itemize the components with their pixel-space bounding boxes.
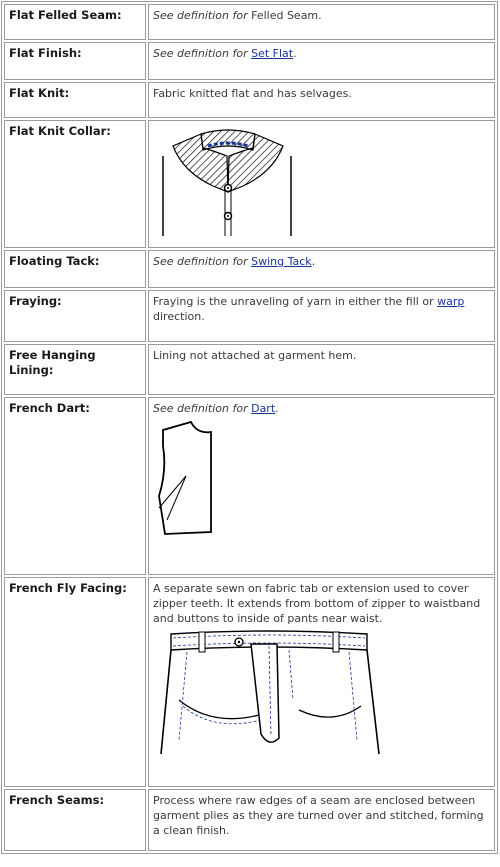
- definition-suffix: .: [311, 255, 316, 268]
- definition-text: Fraying is the unraveling of yarn in either the fill or: [153, 295, 434, 308]
- table-row: [4, 789, 495, 851]
- table-row: [4, 577, 495, 787]
- definition-floating-tack: [148, 250, 495, 288]
- see-target: Felled Seam.: [251, 9, 322, 22]
- definition-text: A separate sewn on fabric tab or extension used to cover zipper teeth. It extends from bottom of zipper to waistband and buttons to inside of pants near waist.: [153, 582, 481, 625]
- table-row: [4, 4, 495, 40]
- definition-french-seams: Process where raw edges of a seam are enclosed between garment plies as they are turned over and stitched, forming a clean finish.: [148, 789, 495, 851]
- glossary-table: [1, 1, 498, 854]
- term-french-seams: French Seams:: [4, 789, 146, 851]
- table-row: [4, 42, 495, 80]
- table-row: [4, 82, 495, 118]
- definition-french-fly-facing: [148, 577, 495, 787]
- table-row: [4, 344, 495, 395]
- definition-fraying: [148, 290, 495, 342]
- definition-flat-knit: Fabric knitted flat and has selvages.: [148, 82, 495, 118]
- definition-free-hanging-lining: Lining not attached at garment hem.: [148, 344, 495, 395]
- term-free-hanging-lining: Free Hanging Lining:: [4, 344, 146, 395]
- definition-flat-knit-collar: [148, 120, 495, 248]
- table-row: [4, 120, 495, 248]
- see-definition-label: See definition for: [153, 255, 248, 268]
- warp-link[interactable]: warp: [437, 295, 465, 308]
- term-fraying: Fraying:: [4, 290, 146, 342]
- set-flat-link[interactable]: Set Flat: [251, 47, 294, 60]
- term-french-fly-facing: French Fly Facing:: [4, 577, 146, 787]
- see-definition-label: See definition for: [153, 9, 248, 22]
- french-dart-illustration: [153, 420, 223, 540]
- term-flat-finish: Flat Finish:: [4, 42, 146, 80]
- table-row: [4, 397, 495, 575]
- term-french-dart: French Dart:: [4, 397, 146, 575]
- see-definition-label: See definition for: [153, 47, 248, 60]
- definition-suffix: direction.: [153, 310, 205, 323]
- definition-flat-felled-seam: [148, 4, 495, 40]
- term-flat-felled-seam: Flat Felled Seam:: [4, 4, 146, 40]
- flat-knit-collar-illustration: [153, 128, 303, 240]
- dart-link[interactable]: Dart: [251, 402, 276, 415]
- definition-flat-finish: [148, 42, 495, 80]
- table-row: [4, 250, 495, 288]
- definition-suffix: .: [293, 47, 297, 60]
- swing-tack-link[interactable]: Swing Tack: [251, 255, 312, 268]
- definition-suffix: .: [275, 402, 279, 415]
- see-definition-label: See definition for: [153, 402, 248, 415]
- table-row: [4, 290, 495, 342]
- term-flat-knit: Flat Knit:: [4, 82, 146, 118]
- term-floating-tack: Floating Tack:: [4, 250, 146, 288]
- term-flat-knit-collar: Flat Knit Collar:: [4, 120, 146, 248]
- french-fly-facing-illustration: [153, 630, 385, 758]
- definition-french-dart: [148, 397, 495, 575]
